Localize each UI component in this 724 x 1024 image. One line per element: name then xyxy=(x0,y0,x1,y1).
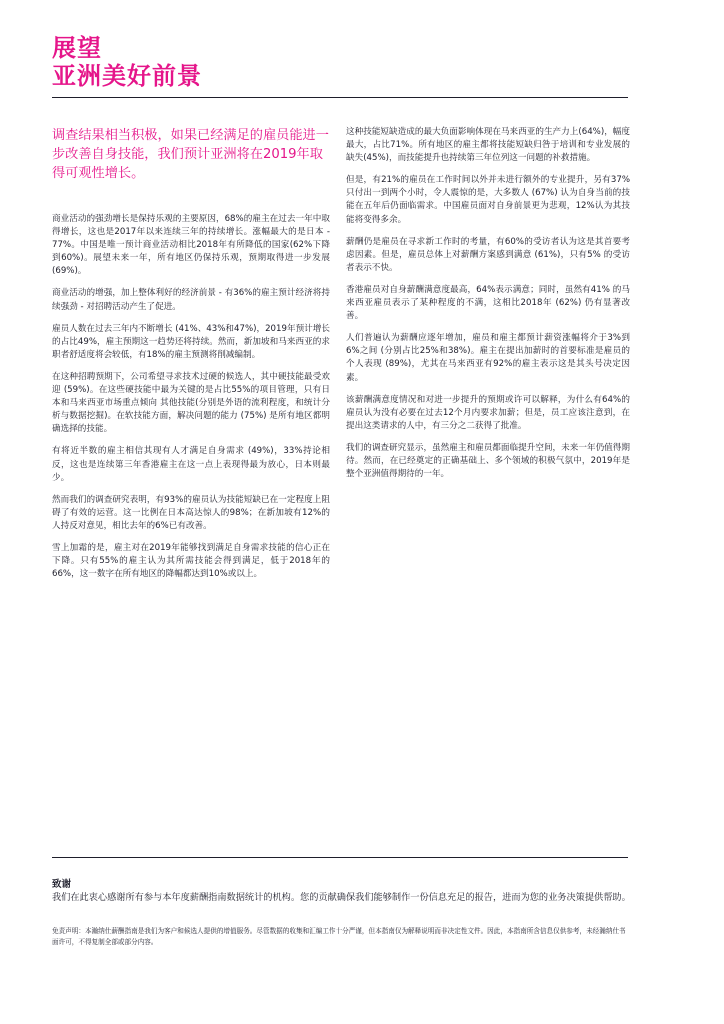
body-paragraph: 但是，有21%的雇员在工作时间以外并未进行额外的专业提升，另有37%只付出一到两个小时，令人震惊的是，大多数人 (67%) 认为自身当前的技能在五年后仍面临需求。中国雇员面对自身前景更为悲观，12%认为其技能将变得多余。 xyxy=(346,175,630,225)
body-paragraph: 我们的调查研究显示，虽然雇主和雇员都面临提升空间，未来一年仍值得期待。然而，在已经奠定的正确基础上、多个领域的积极气氛中，2019年是整个亚洲值得期待的一年。 xyxy=(346,442,630,480)
body-paragraph: 人们普遍认为薪酬应逐年增加，雇员和雇主都预计薪资涨幅将介于3%到6%之间 (分别占比25%和38%)。雇主在提出加薪时的首要标准是雇员的个人表现 (89%)，尤其在马来西亚有92%的雇主表示这是其头号决定因素。 xyxy=(346,333,630,383)
acknowledgement-text: 我们在此衷心感谢所有参与本年度薪酬指南数据统计的机构。您的贡献确保我们能够制作一份信息充足的报告，进而为您的业务决策提供帮助。 xyxy=(52,892,631,903)
body-paragraph: 这种技能短缺造成的最大负面影响体现在马来西亚的生产力上(64%)，幅度最大，占比71%。所有地区的雇主都将技能短缺归咎于培训和专业发展的缺失(45%)，而技能提升也持续第三年位列这一问题的补救措施。 xyxy=(346,127,630,164)
intro-highlight: 调查结果相当积极，如果已经满足的雇员能进一步改善自身技能，我们预计亚洲将在2019年取得可观性增长。 xyxy=(52,128,329,181)
header-divider xyxy=(52,97,628,98)
right-column xyxy=(346,126,630,490)
body-paragraph: 薪酬仍是雇员在寻求新工作时的考量，有60%的受访者认为这是其首要考虑因素。但是，雇员总体上对薪酬方案感到满意 (61%)，只有5% 的受访者表示不快。 xyxy=(346,236,630,273)
body-paragraph: 雇员人数在过去三年内不断增长 (41%、43%和47%)，2019年预计增长的占比49%，雇主预期这一趋势还将持续。然而，新加坡和马来西亚的求职者舒适度将会较低，有18%的雇主预测将削减编制。 xyxy=(52,323,330,360)
footer-divider xyxy=(52,857,628,858)
body-paragraph: 香港雇员对自身薪酬满意度最高，64%表示满意；同时，虽然有41% 的马来西亚雇员表示了某种程度的不满，这相比2018年 (62%) 仍有显著改善。 xyxy=(346,284,630,322)
body-paragraph: 该薪酬满意度情况和对进一步提升的预期或许可以解释，为什么有64%的雇员认为没有必要在过去12个月内要求加薪；但是，员工应该注意到，在提出这类请求的人中，有三分之二获得了批准。 xyxy=(346,394,630,431)
body-paragraph: 商业活动的强劲增长是保持乐观的主要原因，68%的雇主在过去一年中取得增长，这也是2017年以来连续三年的持续增长。涨幅最大的是日本 - 77%。中国是唯一预计商业活动相比2018年有所降低的国家(62%下降到60%)。展望未来一年，所有地区仍保持乐观，预期取得进一步发展(69%)。 xyxy=(52,214,330,277)
page-title-line1: 展望 xyxy=(52,34,102,62)
body-paragraph: 商业活动的增强，加上整体利好的经济前景 - 有36%的雇主预计经济将持续强劲 - 对招聘活动产生了促进。 xyxy=(52,288,330,312)
disclaimer-text: 免责声明：本瀚纳仕薪酬指南是我们为客户和候选人提供的增值服务。尽管数据的收集和汇编工作十分严谨，但本指南仅为解释说明而非决定性文件。因此，本指南所含信息仅供参考，未经瀚纳仕书面许可，不得复制全部或部分内容。 xyxy=(52,927,626,946)
acknowledgement-heading: 致谢 xyxy=(52,879,72,890)
body-paragraph: 有将近半数的雇主相信其现有人才满足自身需求 (49%)，33%持论相反，这也是连续第三年香港雇主在这一点上表现得最为放心，日本则最少。 xyxy=(52,446,330,483)
body-paragraph: 雪上加霜的是，雇主对在2019年能够找到满足自身需求技能的信心正在下降。只有55%的雇主认为其所需技能会得到满足，低于2018年的66%，这一数字在所有地区的降幅都达到10%或以上。 xyxy=(52,542,330,580)
body-paragraph: 然而我们的调查研究表明，有93%的雇员认为技能短缺已在一定程度上阻碍了有效的运营。这一比例在日本高达惊人的98%；在新加坡有12%的人持反对意见，相比去年的6%已有改善。 xyxy=(52,494,330,531)
page-title xyxy=(52,34,202,90)
left-column xyxy=(52,126,330,590)
acknowledgement-section xyxy=(52,878,632,905)
page-title-line2: 亚洲美好前景 xyxy=(52,62,202,90)
body-paragraph: 在这种招聘预期下，公司希望寻求技术过硬的候选人，其中硬技能最受欢迎 (59%)。在这些硬技能中最为关键的是占比55%的项目管理，只有日本和马来西亚市场重点倾向 其他技能(分别是外语的流利程度，和统计分析与数据挖掘)。在软技能方面，解决问题的能力 (75%) 是所有地区都明确选择的技能。 xyxy=(52,371,330,435)
